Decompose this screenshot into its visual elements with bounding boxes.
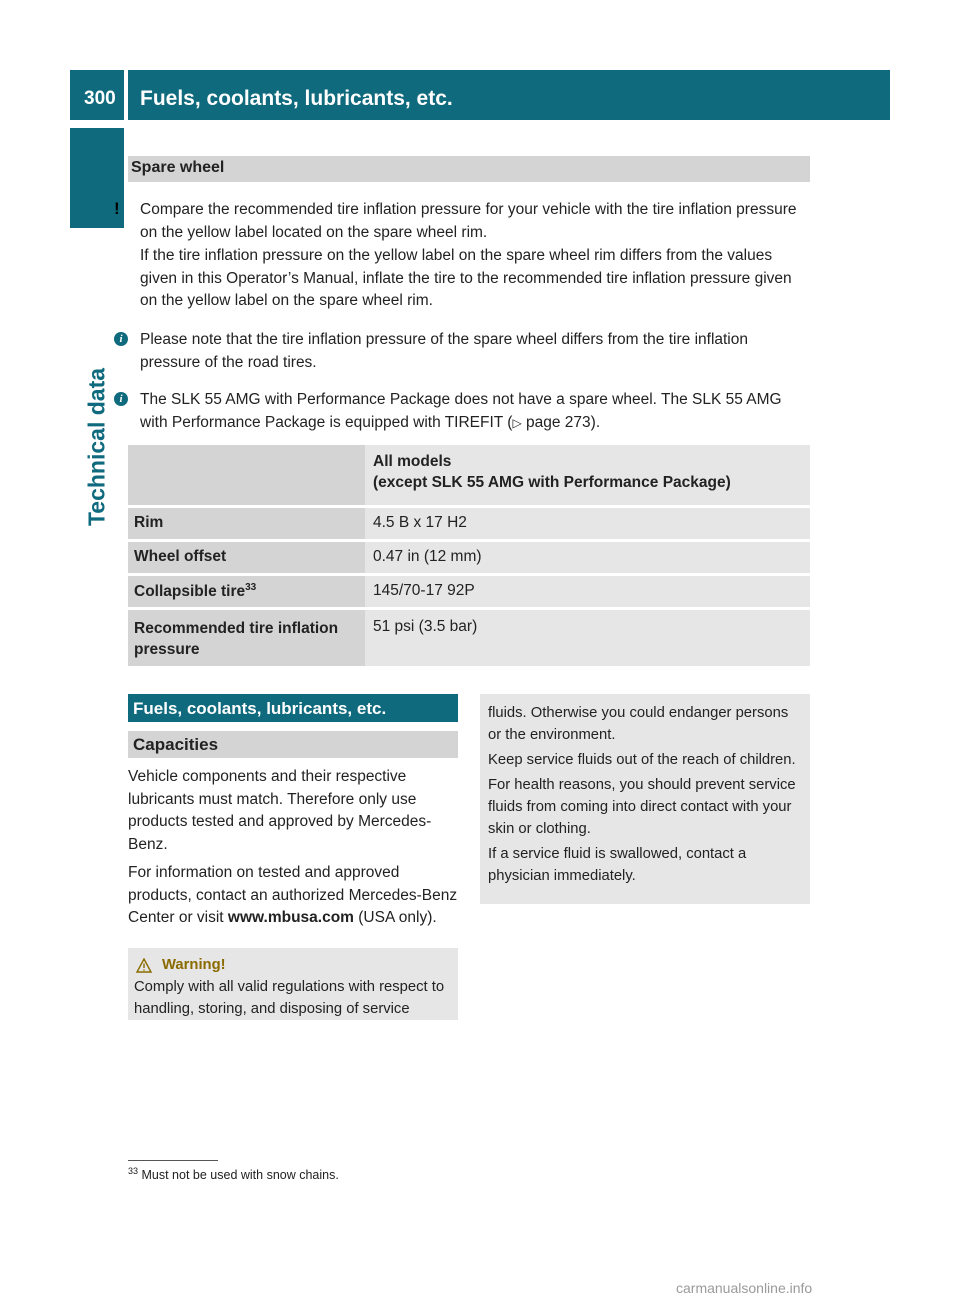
footnote-ref[interactable]: 33: [245, 582, 257, 593]
capacities-para-2-pre: For information on tested and approved products, contact an authorized Mercedes-Benz Center or visit: [128, 864, 458, 926]
warning-text-right-4: If a service fluid is swallowed, contact a physician immediately.: [488, 846, 747, 884]
warning-title: Warning!: [162, 957, 226, 973]
footnote-text: Must not be used with snow chains.: [141, 1168, 339, 1183]
info-text-1: Please note that the tire inflation pressure of the spare wheel differs from the tire inflation pressure of the road tires.: [140, 331, 748, 371]
table-row-value: 51 psi (3.5 bar): [365, 610, 810, 666]
fuels-heading: Fuels, coolants, lubricants, etc.: [128, 694, 458, 722]
caution-icon: !: [114, 199, 120, 218]
capacities-body: [128, 766, 460, 936]
table-row-label: Wheel offset: [128, 542, 365, 573]
table-row-label: [128, 576, 365, 607]
spare-wheel-heading: Spare wheel: [128, 156, 810, 182]
side-tab-text: Technical data: [83, 367, 110, 527]
table-row: [128, 610, 810, 666]
caution-text-1: Compare the recommended tire inflation pressure for your vehicle with the tire inflation pressure on the yellow label located on the spare wheel rim.: [140, 201, 797, 241]
mbusa-link[interactable]: www.mbusa.com: [227, 909, 354, 926]
warning-triangle-icon: [136, 958, 152, 973]
info-text-2-pre: The SLK 55 AMG with Performance Package does not have a spare wheel. The SLK 55 AMG with Performance Package is equipped with TIREFIT (: [140, 391, 782, 431]
table-row-value: 4.5 B x 17 H2: [365, 508, 810, 539]
table-header-line-2: (except SLK 55 AMG with Performance Package): [373, 474, 731, 491]
info-note-2: [119, 389, 812, 434]
warning-text-right-2: Keep service fluids out of the reach of children.: [488, 752, 796, 768]
footnote-number: 33: [128, 1166, 139, 1176]
caution-text-2: If the tire inflation pressure on the yellow label on the spare wheel rim differs from the values given in this Operator’s Manual, inflate the tire to the recommended tire inflation pressure given on the yellow label on the spare wheel rim.: [140, 247, 792, 309]
caution-note: [114, 199, 812, 313]
page-ref-link[interactable]: page 273: [526, 413, 591, 431]
capacities-para-2-post: (USA only).: [353, 909, 437, 926]
table-corner-cell: [128, 445, 365, 505]
warning-box-left: [128, 948, 458, 1020]
watermark: carmanualsonline.info: [676, 1280, 813, 1296]
capacities-para-1: Vehicle components and their respective lubricants must match. Therefore only use products tested and approved by Mercedes-Benz.: [128, 768, 432, 853]
info-icon: i: [114, 332, 128, 346]
table-header-row: [128, 445, 810, 505]
table-row: [128, 576, 810, 607]
page-number: 300: [70, 70, 124, 120]
warning-text-left: Comply with all valid regulations with respect to handling, storing, and disposing of service: [134, 979, 445, 1017]
table-row-label: Recommended tire inflation pressure: [128, 610, 365, 666]
table-row-label-text: Collapsible tire: [134, 583, 246, 601]
info-text-2: [128, 389, 812, 434]
spare-wheel-table: [128, 442, 810, 669]
table-row-value: 0.47 in (12 mm): [365, 542, 810, 573]
table-header-cell: [365, 445, 810, 505]
table-header-line-1: All models: [373, 453, 452, 470]
info-text-2-post: ).: [590, 413, 601, 431]
footnote: [128, 1166, 339, 1182]
table-row: [128, 542, 810, 573]
table-row: [128, 508, 810, 539]
side-tab-label: [70, 232, 124, 662]
footnote-divider: [128, 1160, 218, 1161]
page-ref-arrow-icon: ▷: [512, 415, 522, 430]
info-icon: i: [114, 392, 128, 406]
capacities-heading: Capacities: [128, 731, 458, 758]
table-row-value: 145/70-17 92P: [365, 576, 810, 607]
page-title: Fuels, coolants, lubricants, etc.: [128, 70, 890, 120]
info-note-1: [119, 329, 812, 374]
warning-title-row: [136, 954, 452, 976]
table-row-label: Rim: [128, 508, 365, 539]
capacities-para-2: [128, 862, 460, 930]
warning-text-right-3: For health reasons, you should prevent service fluids from coming into direct contact with your skin or clothing.: [488, 777, 796, 837]
warning-text-right-1: fluids. Otherwise you could endanger persons or the environment.: [488, 705, 789, 743]
warning-box-right: [480, 694, 810, 904]
